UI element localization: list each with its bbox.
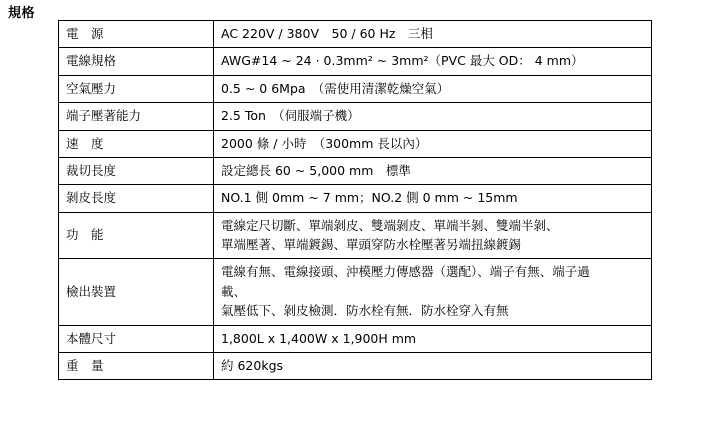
row-label: 電 源 (66, 26, 104, 41)
row-label-cell (59, 75, 214, 102)
row-value-cell (214, 325, 652, 352)
row-value-line: 2000 條 / 小時 （300mm 長以內） (221, 135, 428, 151)
row-value-cell (214, 157, 652, 184)
row-value-cell (214, 21, 652, 48)
row-value-line: 1,800L x 1,400W x 1,900H mm (221, 330, 417, 346)
row-value-line: 2.5 Ton （伺服端子機） (221, 108, 360, 124)
row-label: 電線規格 (66, 53, 117, 69)
row-value-cell (214, 75, 652, 102)
row-label-cell (59, 352, 214, 379)
table-row (59, 103, 652, 130)
row-label-cell (59, 325, 214, 352)
table-row (59, 48, 652, 75)
row-label-cell (59, 130, 214, 157)
row-value-cell (214, 48, 652, 75)
row-value-line: 電線定尺切斷、單端剝皮、雙端剝皮、單端半剝、雙端半剝、 (221, 217, 559, 233)
row-value-cell (214, 212, 652, 259)
row-value-line: 載、 (221, 283, 247, 299)
table-row (59, 259, 652, 325)
row-label: 剝皮長度 (66, 190, 117, 206)
table-row (59, 325, 652, 352)
row-label-cell (59, 259, 214, 325)
row-value-cell (214, 352, 652, 379)
table-row (59, 130, 652, 157)
row-label-cell (59, 103, 214, 130)
table-row (59, 185, 652, 212)
row-value-line: 氣壓低下、剝皮檢測．防水栓有無．防水栓穿入有無 (221, 303, 509, 319)
row-value-line: 0.5 ~ 0 6Mpa （需使用清潔乾燥空氣） (221, 80, 450, 96)
row-label: 速 度 (66, 135, 104, 151)
row-label-cell (59, 21, 214, 48)
table-row (59, 21, 652, 48)
row-value-line: AWG#14 ~ 24 · 0.3mm² ~ 3mm²（PVC 最大 OD： 4 mm） (221, 53, 584, 69)
page-title: 規格 (8, 6, 36, 21)
row-value-line: AC 220V / 380V 50 / 60 Hz 三相 (221, 26, 433, 41)
row-value-cell (214, 259, 652, 325)
row-value-line: NO.1 側 0mm ~ 7 mm；NO.2 側 0 mm ~ 15mm (221, 190, 518, 206)
row-value-line: 電線有無、電線接頭、沖模壓力傳感器（選配）、端子有無、端子過 (221, 264, 590, 280)
row-label: 裁切長度 (66, 162, 117, 178)
row-value-line: 單端壓著、單端鍍錫、單頭穿防水栓壓著另端扭線鍍錫 (221, 237, 522, 252)
row-label: 端子壓著能力 (66, 108, 142, 124)
row-value-cell (214, 103, 652, 130)
table-row (59, 352, 652, 379)
row-label-cell (59, 212, 214, 259)
row-label: 功 能 (66, 227, 104, 243)
row-value-line: 設定總長 60 ~ 5,000 mm 標準 (221, 162, 411, 178)
row-label: 檢出裝置 (66, 283, 117, 299)
row-label-cell (59, 185, 214, 212)
table-row (59, 157, 652, 184)
row-label-cell (59, 48, 214, 75)
specification-table-body (59, 21, 652, 380)
row-value-cell (214, 130, 652, 157)
row-label-cell (59, 157, 214, 184)
row-label: 空氣壓力 (66, 80, 117, 96)
row-label: 本體尺寸 (66, 330, 117, 346)
table-row (59, 75, 652, 102)
row-value-line: 約 620kgs (221, 357, 284, 373)
specification-table (58, 20, 652, 380)
table-row (59, 212, 652, 259)
row-label: 重 量 (66, 357, 104, 373)
row-value-cell (214, 185, 652, 212)
